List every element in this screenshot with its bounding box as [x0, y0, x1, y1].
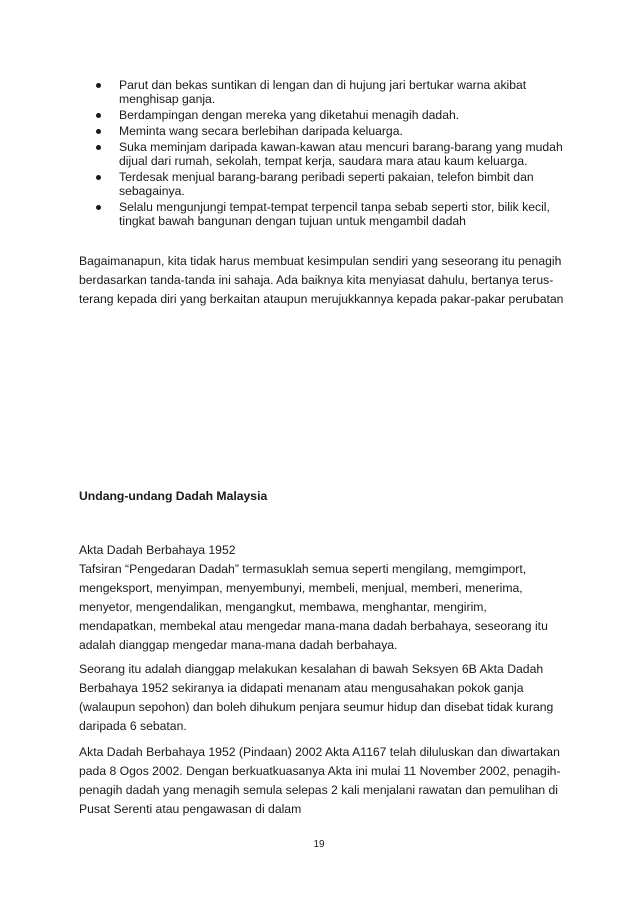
list-item-text: Berdampingan dengan mereka yang diketahui menagih dadah. [119, 108, 460, 122]
section-6b-paragraph: Seorang itu adalah dianggap melakukan kesalahan di bawah Seksyen 6B Akta Dadah Berbahaya 1952 sekiranya ia didapati menanam atau mengusahakan pokok ganja (walaupun sepohon) dan boleh dihukum penjara seumur hidup dan disebat tidak kurang daripada 6 sebatan. [79, 662, 554, 733]
section-heading: Undang-undang Dadah Malaysia [79, 489, 268, 503]
page-number: 19 [313, 839, 325, 850]
list-item [93, 200, 563, 228]
bullet-icon [96, 205, 101, 210]
list-item-text: Terdesak menjual barang-barang peribadi seperti pakaian, telefon bimbit dan sebagainya. [119, 170, 534, 198]
bullet-icon [96, 175, 101, 180]
list-item [93, 170, 563, 198]
list-item-text: Meminta wang secara berlebihan daripada keluarga. [119, 124, 403, 138]
list-item-text: Selalu mengunjungi tempat-tempat terpencil tanpa sebab seperti stor, bilik kecil, tingkat bawah bangunan dengan tujuan untuk mengambil dadah [119, 200, 550, 228]
bullet-icon [96, 83, 101, 88]
act-paragraph [79, 541, 564, 655]
list-item [93, 108, 563, 122]
bullet-icon [96, 113, 101, 118]
conclusion-paragraph: Bagaimanapun, kita tidak harus membuat kesimpulan sendiri yang seseorang itu penagih berdasarkan tanda-tanda ini sahaja. Ada baiknya kita menyiasat dahulu, bertanya terus-terang kepada diri yang berkaitan ataupun merujukkannya kepada pakar-pakar perubatan [79, 254, 564, 306]
bullet-icon [96, 129, 101, 134]
bullet-icon [96, 145, 101, 150]
list-item [93, 78, 563, 106]
list-item [93, 140, 563, 168]
list-item-text: Suka meminjam daripada kawan-kawan atau mencuri barang-barang yang mudah dijual dari rumah, sekolah, tempat kerja, saudara mara atau kaum keluarga. [119, 140, 563, 168]
act-definition: Tafsiran “Pengedaran Dadah” termasuklah semua seperti mengilang, memgimport, mengeksport, menyimpan, menyembunyi, membeli, menjual, memberi, menerima, menyetor, mengendalikan, mengangkut, membawa, menghantar, mengirim, mendapatkan, membekal atau mengedar mana-mana dadah berbahaya, seseorang itu adalah dianggap mengedar mana-mana dadah berbahaya. [79, 562, 548, 652]
act-title: Akta Dadah Berbahaya 1952 [79, 543, 236, 557]
list-item-text: Parut dan bekas suntikan di lengan dan di hujung jari bertukar warna akibat menghisap ganja. [119, 78, 527, 106]
list-item [93, 124, 563, 138]
amendment-paragraph: Akta Dadah Berbahaya 1952 (Pindaan) 2002 Akta A1167 telah diluluskan dan diwartakan pada 8 Ogos 2002. Dengan berkuatkuasanya Akta ini mulai 11 November 2002, penagih-penagih dadah yang menagih semula selepas 2 kali menjalani rawatan dan pemulihan di Pusat Serenti atau pengawasan di dalam [79, 745, 561, 816]
warning-signs-list [93, 78, 563, 230]
